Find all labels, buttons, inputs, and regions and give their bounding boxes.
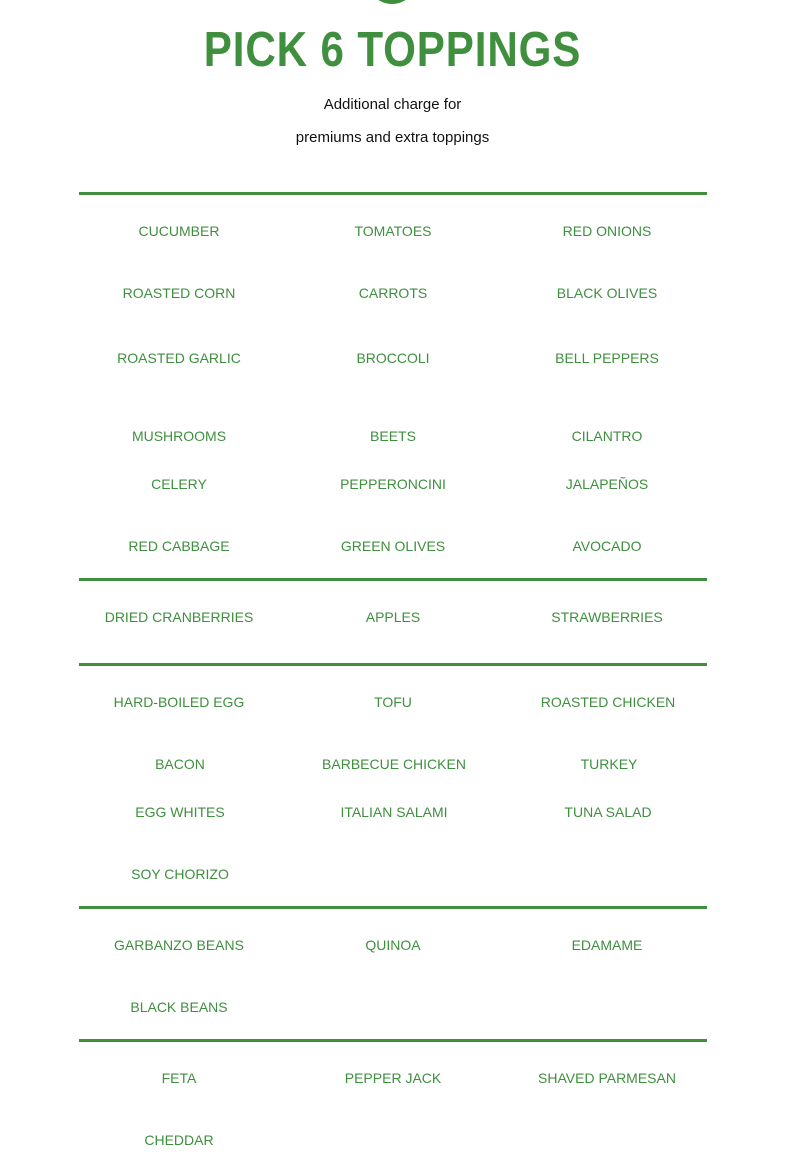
topping-egg-whites[interactable]: EGG WHITES [135,804,225,820]
topping-cucumber[interactable]: CUCUMBER [138,223,220,239]
topping-strawberries[interactable]: STRAWBERRIES [551,609,663,625]
topping-black-beans[interactable]: BLACK BEANS [130,999,228,1015]
topping-jalapenos[interactable]: JALAPEÑOS [565,476,649,492]
subtitle-line-1: Additional charge for [323,96,462,113]
topping-italian-salami[interactable]: ITALIAN SALAMI [340,804,448,820]
topping-feta[interactable]: FETA [161,1070,197,1086]
topping-broccoli[interactable]: BROCCOLI [356,350,430,366]
topping-edamame[interactable]: EDAMAME [571,937,643,953]
topping-beets[interactable]: BEETS [370,428,416,444]
topping-tomatoes[interactable]: TOMATOES [354,223,432,239]
topping-garbanzo-beans[interactable]: GARBANZO BEANS [114,937,244,953]
topping-black-olives[interactable]: BLACK OLIVES [556,285,658,301]
topping-barbecue-chicken[interactable]: BARBECUE CHICKEN [322,756,466,772]
section-divider [79,1039,707,1042]
topping-celery[interactable]: CELERY [151,476,207,492]
topping-red-cabbage[interactable]: RED CABBAGE [128,538,230,554]
section-divider [79,663,707,666]
topping-bell-peppers[interactable]: BELL PEPPERS [555,350,659,366]
topping-dried-cranberries[interactable]: DRIED CRANBERRIES [104,609,254,625]
topping-mushrooms[interactable]: MUSHROOMS [131,428,227,444]
topping-turkey[interactable]: TURKEY [580,756,638,772]
topping-pepperoncini[interactable]: PEPPERONCINI [340,476,446,492]
topping-green-olives[interactable]: GREEN OLIVES [340,538,446,554]
topping-red-onions[interactable]: RED ONIONS [562,223,652,239]
topping-hard-boiled-egg[interactable]: HARD-BOILED EGG [113,694,245,710]
logo-arc [367,0,417,4]
page-title: PICK 6 TOPPINGS [203,23,582,77]
topping-avocado[interactable]: AVOCADO [572,538,642,554]
topping-shaved-parmesan[interactable]: SHAVED PARMESAN [538,1070,676,1086]
topping-roasted-garlic[interactable]: ROASTED GARLIC [117,350,241,366]
topping-bacon[interactable]: BACON [155,756,205,772]
topping-roasted-chicken[interactable]: ROASTED CHICKEN [540,694,676,710]
topping-soy-chorizo[interactable]: SOY CHORIZO [131,866,229,882]
topping-tuna-salad[interactable]: TUNA SALAD [564,804,652,820]
topping-pepper-jack[interactable]: PEPPER JACK [344,1070,442,1086]
topping-tofu[interactable]: TOFU [374,694,412,710]
topping-cilantro[interactable]: CILANTRO [571,428,643,444]
section-divider [79,578,707,581]
subtitle-line-2: premiums and extra toppings [295,129,490,146]
topping-carrots[interactable]: CARROTS [358,285,428,301]
topping-apples[interactable]: APPLES [365,609,421,625]
section-divider [79,906,707,909]
topping-quinoa[interactable]: QUINOA [365,937,421,953]
topping-cheddar[interactable]: CHEDDAR [144,1132,214,1148]
section-divider [79,192,707,195]
topping-roasted-corn[interactable]: ROASTED CORN [122,285,236,301]
